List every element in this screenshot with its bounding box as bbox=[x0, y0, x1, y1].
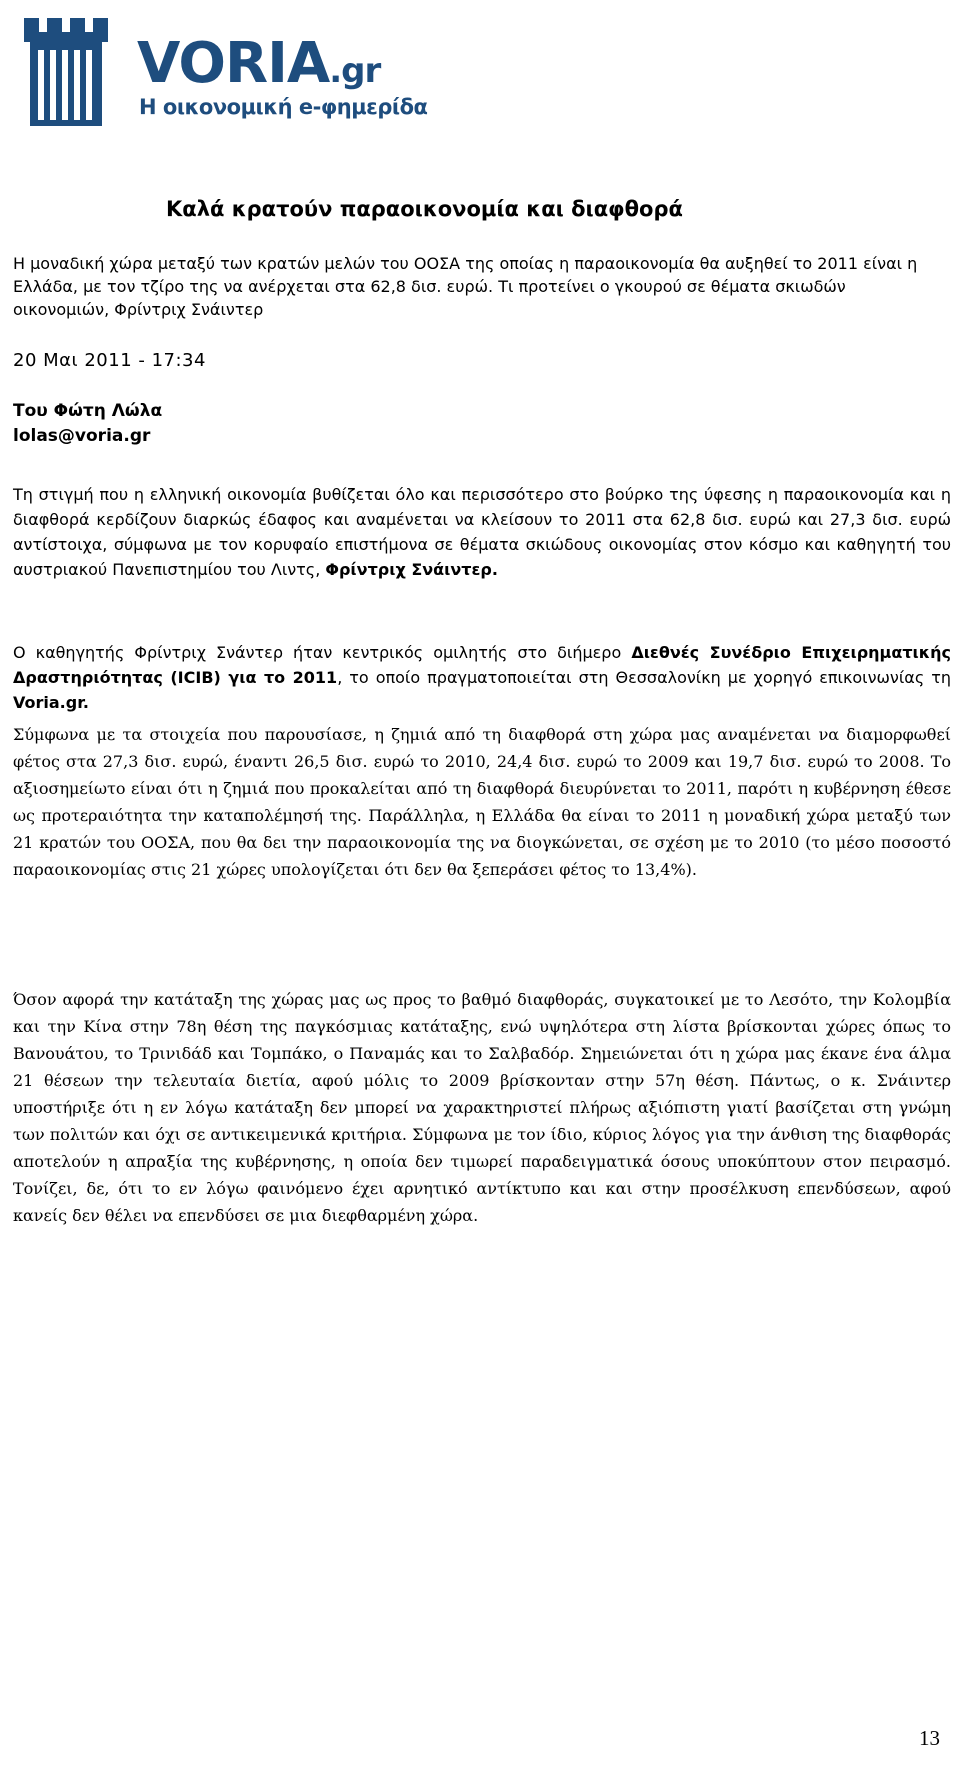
article-paragraph-2: Ο καθηγητής Φρίντριχ Σνάντερ ήταν κεντρικός ομιλητής στο διήμερο Διεθνές Συνέδριο Επιχειρηματικής Δραστηριότητας (ICIB) για το 2011, το οποίο πραγματοποιείται στη Θεσσαλονίκη με χορηγό επικοινωνίας τη Voria.gr. bbox=[13, 643, 952, 712]
article-paragraph-3: Σύμφωνα με τα στοιχεία που παρουσίασε, η ζημιά από τη διαφθορά στη χώρα μας αναμένεται να διαμορφωθεί φέτος στα 27,3 δισ. ευρώ, έναντι 26,5 δισ. ευρώ το 2010, 24,4 δισ. ευρώ το 2009 και 19,7 δισ. ευρώ το 2008. Το αξιοσημείωτο είναι ότι η ζημιά που προκαλείται από τη διαφθορά διευρύνεται το 2011, παρότι η κυβέρνηση έθεσε ως προτεραιότητα την καταπολέμησή της. Παράλληλα, η Ελλάδα θα είναι το 2011 η μοναδική χώρα μεταξύ των 21 κρατών του ΟΟΣΑ, που θα δει την παραοικονομία της να διογκώνεται, σε σχέση με το 2010 (το μέσο ποσοστό παραοικονομίας στις 21 χώρες υπολογίζεται ότι δεν θα ξεπεράσει φέτος το 13,4%). bbox=[13, 725, 951, 879]
person-name: Φρίντριχ Σνάιντερ. bbox=[325, 560, 498, 579]
voria-logo bbox=[22, 18, 442, 126]
article-author: Του Φώτη Λώλα bbox=[13, 401, 163, 421]
logo-tagline: Η οικονομική e-φημερίδα bbox=[139, 95, 428, 119]
conference-name: Διεθνές Συνέδριο Επιχειρηματικής Δραστηριότητας (ICIB) για το 2011 bbox=[13, 643, 952, 687]
page-number: 13 bbox=[919, 1726, 940, 1750]
castle-tower-icon bbox=[22, 18, 122, 126]
article-lead: Η μοναδική χώρα μεταξύ των κρατών μελών του ΟΟΣΑ της οποίας η παραοικονομία θα αυξηθεί το 2011 είναι η Ελλάδα, με τον τζίρο της να ανέρχεται στα 62,8 δισ. ευρώ. Τι προτείνει ο γκουρού σε θέματα σκιωδών οικονομιών, Φρίντριχ Σνάιντερ bbox=[13, 254, 918, 319]
article-date: 20 Μαι 2011 - 17:34 bbox=[13, 350, 206, 371]
logo-wordmark: VORIA.gr bbox=[137, 31, 381, 96]
sponsor-name: Voria.gr. bbox=[13, 693, 89, 712]
article-title: Καλά κρατούν παραοικονομία και διαφθορά bbox=[166, 197, 683, 221]
article-paragraph-4: Όσον αφορά την κατάταξη της χώρας μας ως προς το βαθμό διαφθοράς, συγκατοικεί με το Λεσότο, την Κολομβία και την Κίνα στην 78η θέση της παγκόσμιας κατάταξης, ενώ υψηλότερα στη λίστα βρίσκονται χώρες όπως το Βανουάτου, το Τρινιδάδ και Τομπάκο, ο Παναμάς και το Σαλβαδόρ. Σημειώνεται ότι η χώρα μας έκανε ένα άλμα 21 θέσεων την τελευταία διετία, αφού μόλις το 2009 βρίσκονταν στην 57η θέση. Πάντως, ο κ. Σνάιντερ υποστήριξε ότι η εν λόγω κατάταξη δεν μπορεί να χαρακτηριστεί πλήρως αξιόπιστη γιατί βασίζεται στη γνώμη των πολιτών και όχι σε αντικειμενικά κριτήρια. Σύμφωνα με τον ίδιο, κύριος λόγος για την άνθιση της διαφθοράς αποτελούν η απραξία της κυβέρνησης, η οποία δεν τιμωρεί παραδειγματικά όσους υποκύπτουν στον πειρασμό. Τονίζει, δε, ότι το εν λόγω φαινόμενο έχει αρνητικό αντίκτυπο και και στην προσέλκυση επενδύσεων, αφού κανείς δεν θέλει να επενδύσει σε μια διεφθαρμένη χώρα. bbox=[13, 990, 951, 1225]
article-paragraph-1: Τη στιγμή που η ελληνική οικονομία βυθίζεται όλο και περισσότερο στο βούρκο της ύφεσης η παραοικονομία και η διαφθορά κερδίζουν διαρκώς έδαφος και αναμένεται να κλείσουν το 2011 στα 62,8 δισ. ευρώ και 27,3 δισ. ευρώ αντίστοιχα, σύμφωνα με τον κορυφαίο επιστήμονα σε θέματα σκιώδους οικονομίας στον κόσμο και καθηγητή του αυστριακού Πανεπιστημίου του Λιντς, Φρίντριχ Σνάιντερ. bbox=[13, 485, 951, 579]
author-email: lolas@voria.gr bbox=[13, 426, 151, 446]
